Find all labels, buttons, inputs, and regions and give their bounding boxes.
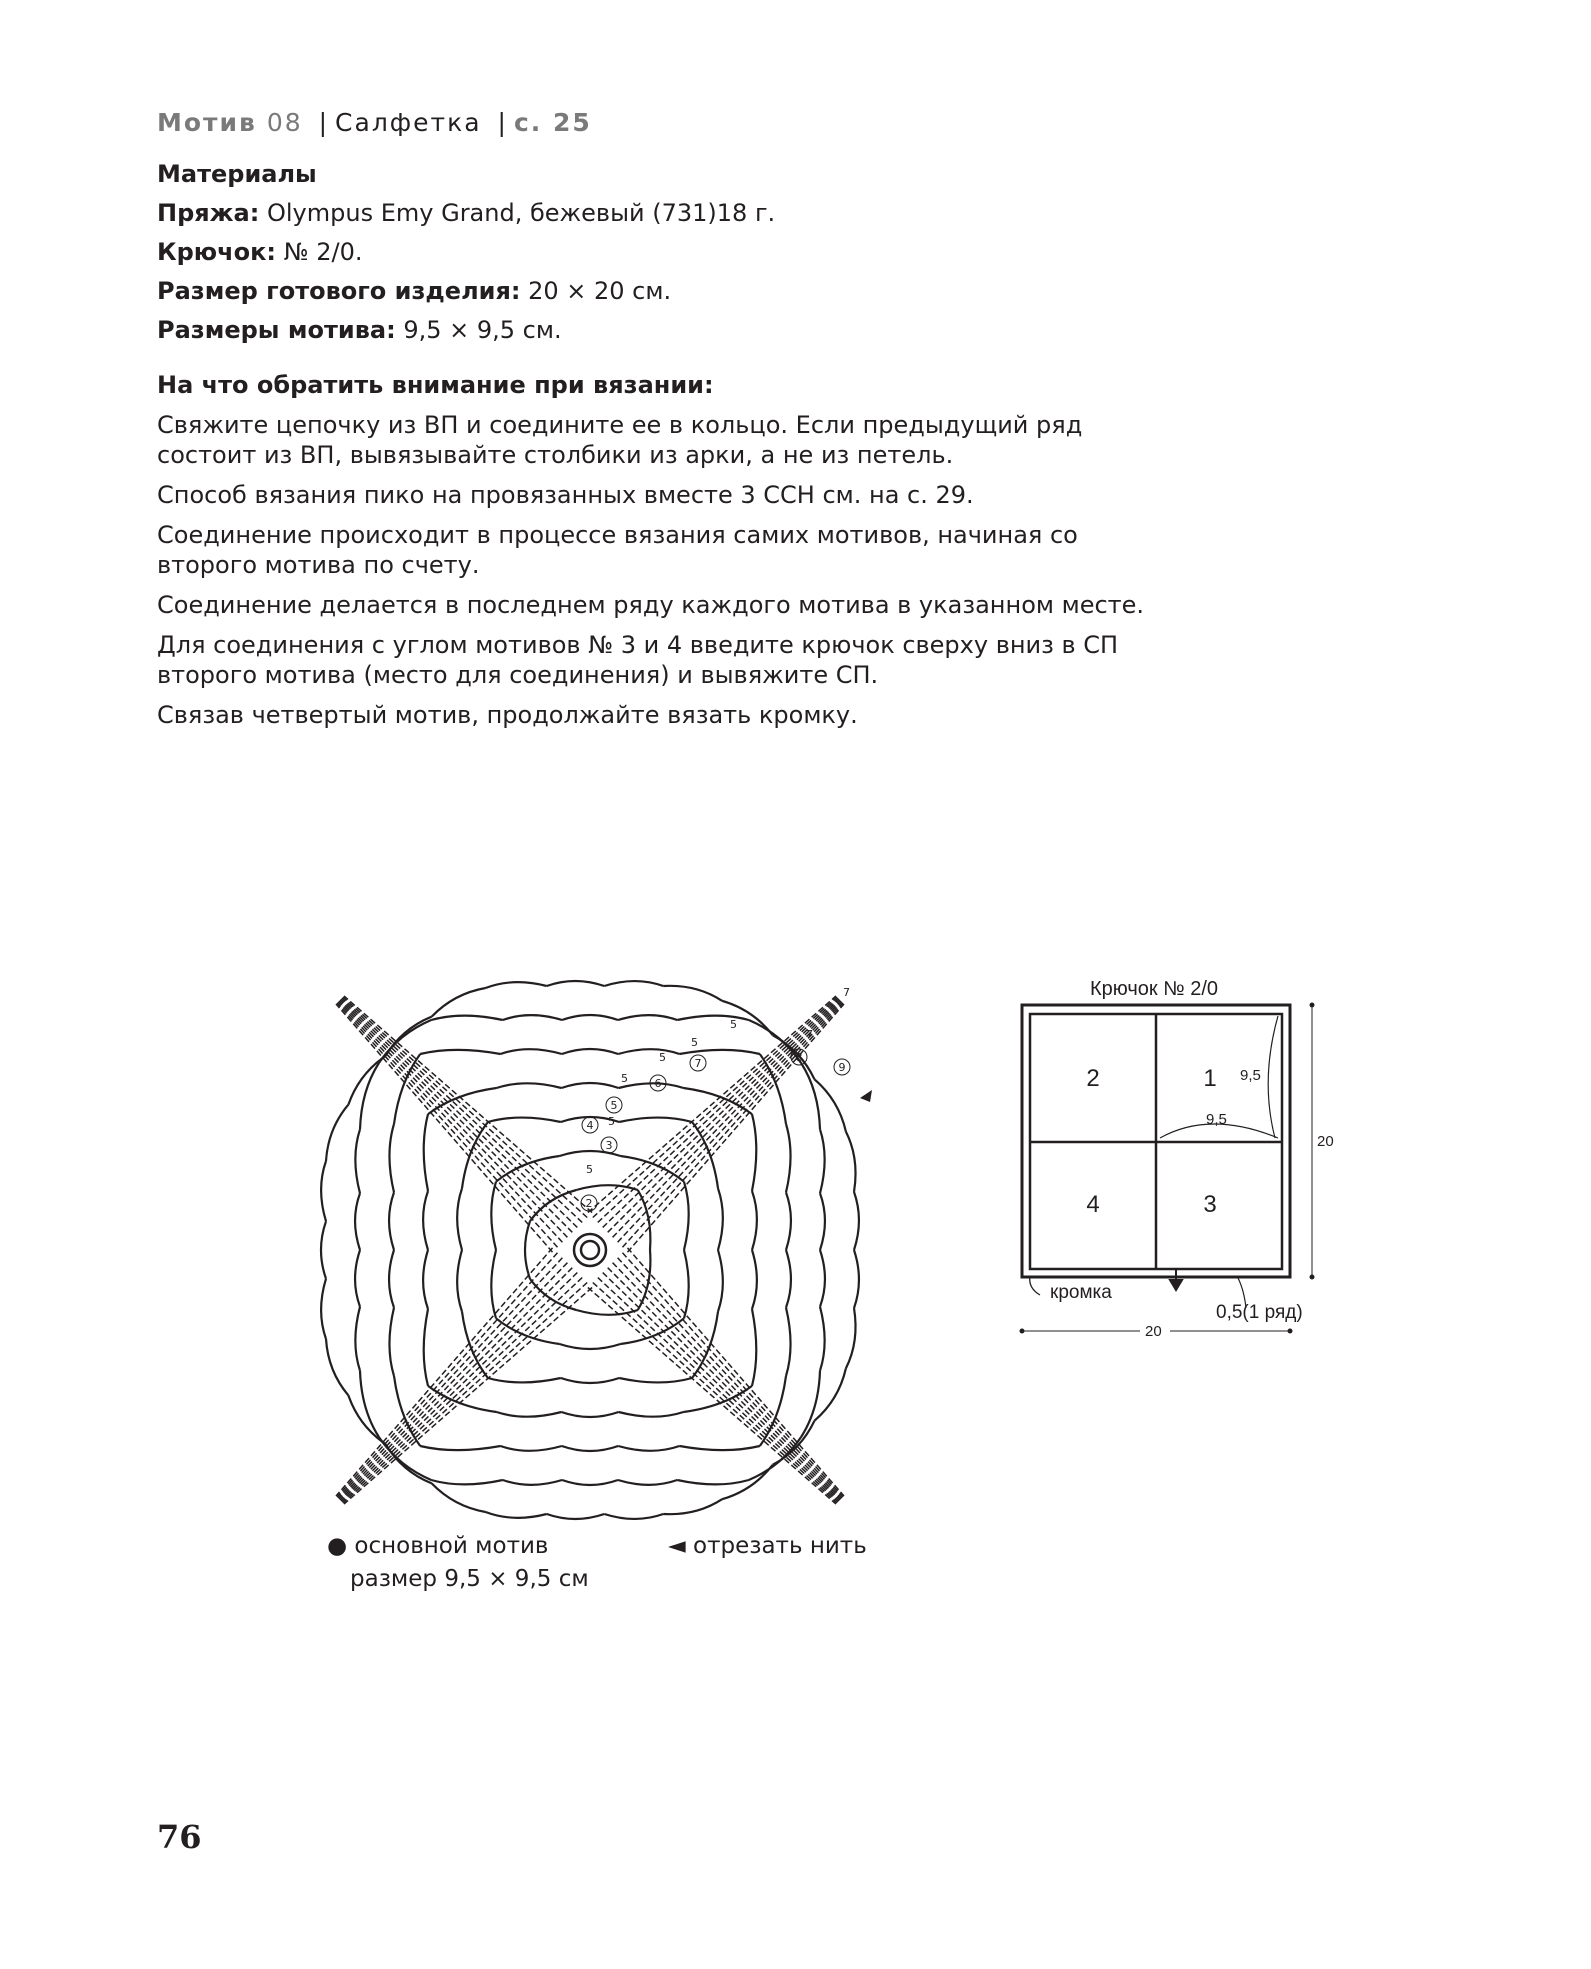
chain-arch xyxy=(497,1083,562,1088)
chain-arch xyxy=(786,1308,791,1376)
legend-cut-text: отрезать нить xyxy=(693,1533,867,1559)
chain-arch xyxy=(501,1049,562,1054)
edge-down-arrow-icon xyxy=(1170,1268,1182,1290)
chain-arch xyxy=(562,1480,618,1485)
chain-arch xyxy=(360,1063,379,1129)
chain-arch xyxy=(420,1050,500,1054)
dimension-end-dot xyxy=(1310,1275,1315,1280)
row-number-5: 5 xyxy=(610,1099,618,1112)
header-separator: | xyxy=(318,108,330,137)
double-crochet-column xyxy=(344,996,592,1213)
double-crochet-column xyxy=(337,1253,558,1497)
chain-arch xyxy=(424,1114,428,1191)
header-motif-number: 08 xyxy=(266,108,303,137)
chain-arch xyxy=(786,1250,791,1308)
chain-arch xyxy=(561,1378,619,1383)
header-motif-word: Мотив xyxy=(157,108,257,137)
motif-width-label: 9,5 xyxy=(1206,1111,1227,1128)
chain-arch xyxy=(562,1446,618,1451)
chain-arch xyxy=(355,1193,360,1250)
chain-arch xyxy=(854,1250,859,1308)
chain-arch xyxy=(846,1308,856,1368)
double-crochet-column xyxy=(603,999,839,1227)
motif-size-row xyxy=(157,311,1157,350)
double-crochet-column xyxy=(588,1288,836,1505)
chain-arch xyxy=(423,1191,428,1250)
note-paragraph: Способ вязания пико на провязанных вместе 3 ССН см. на с. 29. xyxy=(157,481,974,509)
chain-arch xyxy=(786,1124,791,1192)
edge-arrow-icon xyxy=(1030,1276,1040,1295)
chain-arch xyxy=(321,1161,326,1221)
yarn-value: Olympus Emy Grand, бежевый (731)18 г. xyxy=(267,199,776,227)
chain-arch xyxy=(326,1105,348,1161)
cut-arrow-icon: ◄ xyxy=(668,1533,686,1559)
chain-arch xyxy=(677,1016,749,1020)
row-marker-9 xyxy=(834,1059,850,1075)
row-marker-3 xyxy=(601,1137,617,1153)
chain-count-label: 5 xyxy=(691,1036,698,1049)
row-number-2: 2 xyxy=(585,1197,593,1210)
note-paragraph: Для соединения с углом мотивов № 3 и 4 введите крючок сверху вниз в СП второго мотива (место для соединения) и вывяжите СП. xyxy=(157,631,1119,689)
running-header xyxy=(157,108,592,137)
chain-arch xyxy=(604,981,663,986)
chain-arch xyxy=(394,1054,420,1124)
chain-arch xyxy=(394,1376,420,1446)
chain-arch xyxy=(431,1016,503,1020)
chain-arch xyxy=(457,1188,462,1250)
chain-arch xyxy=(501,1446,562,1451)
yarn-label: Пряжа: xyxy=(157,199,260,227)
chain-arch xyxy=(619,1412,684,1417)
chain-arch xyxy=(379,1437,431,1480)
dimension-end-dot xyxy=(1020,1329,1025,1334)
row-number-9: 9 xyxy=(838,1061,846,1074)
row-number-4: 4 xyxy=(586,1119,594,1132)
chain-arch xyxy=(389,1192,394,1250)
hook-label: Крючок: xyxy=(157,238,276,266)
chain-arch xyxy=(525,1221,530,1279)
chain-arch xyxy=(503,1480,562,1485)
chain-arch xyxy=(663,986,722,1001)
row-number-6: 6 xyxy=(654,1077,662,1090)
chain-arch xyxy=(496,1318,560,1344)
chain-arch xyxy=(360,1371,379,1437)
chain-arch xyxy=(321,1279,326,1339)
legend-size-text: размер 9,5 × 9,5 см xyxy=(350,1566,589,1592)
chain-arch xyxy=(820,1193,825,1250)
chain-arch xyxy=(604,1514,663,1519)
row-number-7: 7 xyxy=(694,1057,702,1070)
double-crochet-column xyxy=(593,997,837,1218)
note-paragraph: Связав четвертый мотив, продолжайте вязать кромку. xyxy=(157,701,858,729)
chain-arch xyxy=(680,1050,760,1054)
chain-arch xyxy=(486,1512,547,1518)
notes-title: На что обратить внимание при вязании: xyxy=(157,371,714,399)
layout-motif-4: 4 xyxy=(1086,1191,1100,1218)
chain-arch xyxy=(718,1188,723,1250)
chain-arch xyxy=(820,1250,825,1307)
chain-arch xyxy=(663,1499,722,1514)
materials-section xyxy=(157,155,1157,350)
motif-height-label: 9,5 xyxy=(1240,1067,1261,1084)
chain-arch xyxy=(547,1514,605,1519)
chain-arch xyxy=(618,1015,677,1020)
chain-arch xyxy=(752,1250,757,1309)
chain-arch xyxy=(496,1156,560,1182)
chain-count-label: 7 xyxy=(806,1028,813,1041)
chain-arch xyxy=(749,1437,801,1480)
double-crochet-column xyxy=(344,1288,592,1505)
chain-count-label: 5 xyxy=(586,1163,593,1176)
chain-arch xyxy=(488,1118,561,1122)
hook-value: № 2/0. xyxy=(283,238,363,266)
row-marker-5 xyxy=(606,1097,622,1113)
chain-arch xyxy=(854,1192,859,1250)
chain-arch xyxy=(486,982,547,988)
layout-motif-2: 2 xyxy=(1086,1065,1100,1092)
edge-width-label: 0,5(1 ряд) xyxy=(1216,1302,1303,1323)
chain-arch xyxy=(619,1118,692,1122)
double-crochet-column xyxy=(585,996,836,1213)
double-crochet-column xyxy=(603,1273,839,1501)
chain-arch xyxy=(618,1480,677,1485)
layout-motif-1: 1 xyxy=(1203,1065,1217,1092)
double-crochet-column xyxy=(340,1000,572,1232)
chain-arch xyxy=(718,1250,723,1312)
hook-row xyxy=(157,233,1157,272)
header-page-ref: с. 25 xyxy=(513,108,592,137)
knitting-notes xyxy=(157,370,1157,740)
double-crochet-column xyxy=(628,1004,845,1252)
page-number: 76 xyxy=(157,1818,202,1856)
note-paragraph: Соединение делается в последнем ряду каждого мотива в указанном месте. xyxy=(157,591,1145,619)
chain-arch xyxy=(619,1378,692,1382)
chain-arch xyxy=(321,1221,326,1278)
chain-count-label: 5 xyxy=(621,1072,628,1085)
size-label: Размер готового изделия: xyxy=(157,277,521,305)
chain-arch xyxy=(562,1049,618,1054)
chain-arch xyxy=(432,988,486,1017)
chain-arch xyxy=(684,1250,689,1318)
crochet-chart xyxy=(300,960,880,1540)
chain-arch xyxy=(491,1250,496,1318)
double-crochet-column xyxy=(336,1004,553,1252)
chain-arch xyxy=(355,1250,360,1307)
chain-arch xyxy=(355,1307,360,1371)
legend-main-motif-text: основной мотив xyxy=(354,1533,549,1559)
double-crochet-column xyxy=(340,1268,572,1500)
double-crochet-column xyxy=(623,1253,844,1497)
double-crochet-column xyxy=(339,1001,567,1237)
chain-arch xyxy=(752,1191,757,1250)
double-crochet-column xyxy=(339,1263,567,1499)
double-crochet-column xyxy=(628,1248,845,1496)
layout-title: Крючок № 2/0 xyxy=(1090,978,1218,1000)
chain-arch xyxy=(431,1480,503,1484)
total-width-label: 20 xyxy=(1145,1323,1162,1340)
chain-arch xyxy=(457,1250,462,1312)
chain-arch xyxy=(503,1015,562,1020)
chain-arch xyxy=(760,1054,786,1124)
chain-arch xyxy=(497,1412,562,1417)
chart-diagonal-stitches xyxy=(336,996,844,1504)
motif-size-label: Размеры мотива: xyxy=(157,316,396,344)
double-crochet-column xyxy=(337,1003,558,1247)
motif-size-value: 9,5 × 9,5 см. xyxy=(403,316,562,344)
double-crochet-column xyxy=(343,1283,587,1504)
chain-arch xyxy=(684,1182,689,1250)
chain-arch xyxy=(618,1049,679,1054)
chain-arch xyxy=(677,1480,749,1484)
legend-cut-thread xyxy=(668,1533,867,1559)
layout-motif-3: 3 xyxy=(1203,1191,1217,1218)
double-crochet-column xyxy=(608,1268,840,1500)
chain-arch xyxy=(722,1465,773,1499)
chain-arch xyxy=(389,1250,394,1308)
chain-arch xyxy=(562,1015,618,1020)
chain-arch xyxy=(488,1378,561,1382)
double-crochet-column xyxy=(618,1258,842,1498)
chain-arch xyxy=(846,1132,856,1192)
chain-arch xyxy=(621,1318,685,1344)
chain-arch xyxy=(389,1308,394,1376)
double-crochet-column xyxy=(338,1258,562,1498)
chain-arch xyxy=(423,1250,428,1309)
chain-count-label: 7 xyxy=(843,986,850,999)
assembly-layout-diagram xyxy=(1010,960,1340,1350)
note-paragraph: Соединение происходит в процессе вязания самих мотивов, начиная со второго мотива по счету. xyxy=(157,521,1078,579)
chain-arch xyxy=(820,1307,825,1371)
row-marker-7 xyxy=(690,1055,706,1071)
dimension-end-dot xyxy=(1310,1003,1315,1008)
row-number-8: 8 xyxy=(795,1051,803,1064)
chain-arch xyxy=(491,1182,496,1250)
chain-arch xyxy=(420,1446,500,1450)
chart-center-ring xyxy=(574,1234,606,1266)
chain-arch xyxy=(621,1156,685,1182)
double-crochet-column xyxy=(338,1002,562,1242)
chain-arch xyxy=(760,1376,786,1446)
chain-arch xyxy=(749,1020,801,1063)
chain-arch xyxy=(355,1129,360,1193)
chain-arch xyxy=(680,1446,760,1450)
dimension-end-dot xyxy=(1288,1329,1293,1334)
chain-count-label: 5 xyxy=(608,1115,615,1128)
motif-height-curve xyxy=(1268,1016,1278,1138)
chain-arch xyxy=(820,1129,825,1193)
chain-arch xyxy=(752,1309,756,1386)
chain-arch xyxy=(638,1190,651,1250)
yarn-row xyxy=(157,194,1157,233)
chain-arch xyxy=(561,1083,618,1088)
chain-arch xyxy=(432,1483,486,1512)
row-marker-2 xyxy=(581,1195,597,1211)
chain-arch xyxy=(561,1412,618,1417)
chain-arch xyxy=(424,1309,428,1386)
row-marker-4 xyxy=(582,1117,598,1133)
row-number-3: 3 xyxy=(605,1139,613,1152)
edge-label: кромка xyxy=(1050,1282,1112,1303)
legend-dot-icon: ● xyxy=(327,1533,348,1559)
double-crochet-column xyxy=(613,1263,841,1499)
legend-main-motif xyxy=(327,1533,548,1559)
double-crochet-column xyxy=(343,997,587,1218)
total-height-label: 20 xyxy=(1317,1133,1334,1150)
materials-title: Материалы xyxy=(157,160,317,188)
cut-thread-marker xyxy=(860,1090,872,1102)
double-crochet-column xyxy=(341,1273,577,1501)
size-row xyxy=(157,272,1157,311)
double-crochet-column xyxy=(593,1283,837,1504)
chain-arch xyxy=(560,1344,621,1349)
chart-arc-rows xyxy=(321,981,859,1519)
size-value: 20 × 20 см. xyxy=(528,277,672,305)
chain-arch xyxy=(379,1020,431,1063)
chain-arch xyxy=(389,1124,394,1192)
chain-count-label: 5 xyxy=(659,1051,666,1064)
chain-arch xyxy=(638,1250,651,1310)
chain-arch xyxy=(326,1339,348,1395)
note-paragraph: Свяжите цепочку из ВП и соедините ее в кольцо. Если предыдущий ряд состоит из ВП, вывязывайте столбики из арки, а не из петель. xyxy=(157,411,1083,469)
double-crochet-column xyxy=(336,1248,553,1496)
chain-arch xyxy=(752,1114,756,1191)
chain-arch xyxy=(786,1192,791,1250)
header-item-label: Салфетка xyxy=(335,108,482,137)
chain-arch xyxy=(547,981,605,986)
chain-arch xyxy=(618,1446,679,1451)
double-crochet-column xyxy=(341,999,577,1227)
chain-count-label: 5 xyxy=(730,1018,737,1031)
header-separator-2: | xyxy=(497,108,508,137)
